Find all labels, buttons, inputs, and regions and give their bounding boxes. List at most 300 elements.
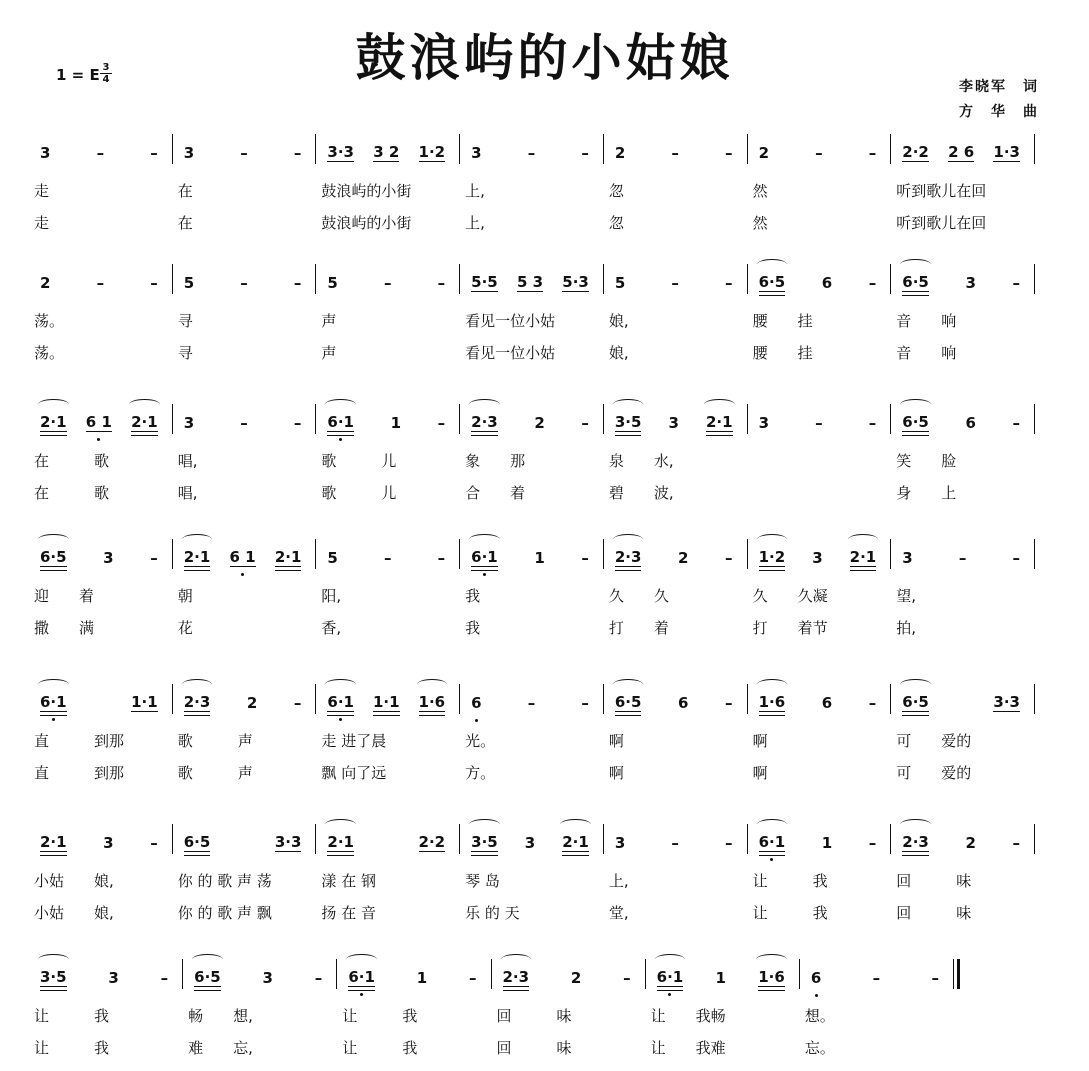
dash-extension: –: [868, 274, 877, 292]
measure: [503, 965, 631, 999]
measure: [194, 965, 322, 999]
lyric-syllables: 让 我: [342, 1007, 418, 1025]
measure: [615, 830, 733, 864]
measure: [40, 830, 158, 864]
lyric-syllables: 撒 满: [34, 619, 95, 637]
note: 2·1: [40, 833, 67, 851]
measure: [40, 140, 158, 174]
lyric-syllables: 听到歌儿在回: [896, 182, 987, 200]
measure: [40, 410, 158, 444]
dash-extension: –: [314, 969, 323, 987]
note: 5: [614, 274, 626, 292]
dash-extension: –: [671, 274, 679, 292]
time-signature: [100, 62, 112, 85]
lyric-syllables: 我: [465, 619, 481, 637]
measure: [759, 140, 877, 174]
note: 3: [40, 144, 51, 162]
note: 3: [108, 969, 119, 987]
note: 6 1: [230, 548, 256, 567]
barline: [603, 134, 604, 164]
note: 1: [715, 969, 726, 987]
barline: [491, 959, 492, 989]
dash-extension: –: [437, 274, 446, 292]
note: 2·2: [902, 143, 929, 161]
lyric-syllables: 想。: [804, 1007, 835, 1025]
dash-extension: –: [1012, 549, 1020, 567]
dash-extension: –: [868, 834, 877, 852]
measure: [471, 545, 589, 579]
lyric-syllables: 啊: [608, 732, 624, 750]
dash-extension: –: [437, 549, 446, 567]
barline: [747, 824, 748, 854]
dash-extension: –: [725, 274, 733, 292]
slur: [182, 679, 213, 690]
measure: [615, 545, 733, 579]
barline: [459, 684, 460, 714]
barline: [603, 264, 604, 294]
note: 6: [965, 414, 976, 432]
dash-extension: –: [872, 969, 881, 987]
slur: [129, 399, 160, 410]
measure: [902, 140, 1020, 174]
dash-extension: –: [240, 414, 248, 432]
lyric-syllables: 让 我畅: [650, 1007, 726, 1025]
note: 1·6: [758, 968, 785, 987]
slur: [900, 259, 931, 270]
note: 5·3: [562, 273, 589, 291]
dash-extension: –: [527, 144, 536, 162]
barline: [603, 824, 604, 854]
note: 6·5: [759, 273, 786, 292]
slur: [38, 679, 69, 690]
dash-extension: –: [725, 694, 733, 712]
lyric-syllables: 扬 在 音: [321, 904, 376, 922]
dash-extension: –: [1012, 274, 1020, 292]
note: 6: [811, 969, 821, 987]
low-octave-dot: [475, 719, 478, 722]
note: 2: [678, 549, 689, 567]
note: 3: [668, 414, 679, 432]
lyric-syllables: 让 我: [34, 1007, 110, 1025]
dash-extension: –: [96, 274, 105, 292]
lyric-syllables: 堂,: [608, 904, 629, 922]
note: 6·5: [615, 693, 642, 712]
note: 2: [570, 969, 582, 987]
slur: [757, 534, 788, 545]
barline: [603, 404, 604, 434]
dash-extension: –: [293, 414, 302, 432]
barline: [890, 264, 891, 294]
lyric-syllables: 忽: [608, 214, 624, 232]
note: 6·5: [902, 273, 929, 292]
barline: [172, 264, 173, 294]
measure: [759, 270, 877, 304]
barline: [747, 539, 748, 569]
notation-line: [34, 410, 1040, 444]
note: 2·3: [184, 693, 211, 712]
dash-extension: –: [581, 414, 589, 432]
measure: [327, 410, 445, 444]
slur: [325, 399, 356, 410]
measure: [327, 830, 445, 864]
music-system: [34, 140, 1040, 244]
note: 1: [390, 414, 402, 432]
note: 3: [262, 969, 273, 987]
dash-extension: –: [150, 549, 158, 567]
note: 6·5: [183, 833, 211, 851]
key-signature: 1 = E: [56, 66, 100, 84]
barline: [1034, 404, 1035, 434]
barline: [645, 959, 646, 989]
dash-extension: –: [240, 274, 248, 292]
lyric-syllables: 然: [752, 214, 768, 232]
lyric-syllables: 象 那: [465, 452, 526, 470]
lyric-syllables: 琴 岛: [465, 872, 500, 890]
low-octave-dot: [770, 858, 773, 861]
measure: [184, 545, 302, 579]
lyric-syllables: 啊: [608, 764, 624, 782]
note: 1·2: [418, 143, 446, 161]
lyric-syllables: 久 久: [608, 587, 669, 605]
lyric-syllables: 飘 向了远: [321, 764, 387, 782]
barline: [336, 959, 337, 989]
lyric-line-verse-1: [34, 730, 1040, 762]
lyric-syllables: 寻: [177, 344, 193, 362]
lyric-syllables: 看见一位小姑: [465, 312, 556, 330]
lyric-syllables: 声: [321, 312, 337, 330]
lyric-syllables: 歌 声: [177, 732, 253, 750]
measure: [615, 690, 733, 724]
lyric-syllables: 身 上: [896, 484, 957, 502]
lyric-syllables: 直 到那: [34, 764, 125, 782]
note: 2·3: [615, 548, 642, 567]
dash-extension: –: [150, 834, 158, 852]
lyric-syllables: 上,: [608, 872, 629, 890]
measure: [902, 545, 1020, 579]
barline: [315, 134, 316, 164]
measure: [902, 270, 1020, 304]
note: 6·1: [327, 693, 354, 712]
music-system: [34, 545, 1040, 649]
measure: [40, 270, 158, 304]
lyric-syllables: 在 歌: [34, 452, 110, 470]
barline: [1034, 539, 1035, 569]
measure: [471, 830, 589, 864]
slur: [38, 534, 69, 545]
note: 1: [534, 549, 545, 567]
measure: [471, 270, 589, 304]
slur: [325, 819, 356, 830]
lyric-syllables: 让 我: [752, 904, 828, 922]
dash-extension: –: [623, 969, 631, 987]
dash-extension: –: [868, 414, 877, 432]
lyricist-credit: 李晓军 词: [959, 79, 1039, 95]
measure: [902, 410, 1020, 444]
barline: [747, 684, 748, 714]
note: 3·3: [993, 693, 1020, 711]
dash-extension: –: [160, 969, 169, 987]
dash-extension: –: [293, 274, 302, 292]
measure: [348, 965, 476, 999]
lyric-line-verse-2: [34, 342, 1040, 374]
note: 3: [614, 834, 626, 852]
note: 5·5: [471, 273, 498, 291]
slur: [38, 954, 69, 965]
slur: [192, 954, 223, 965]
note: 3·3: [274, 833, 302, 851]
barline: [459, 134, 460, 164]
note: 2: [246, 694, 258, 712]
note: 6 1: [86, 413, 112, 432]
dash-extension: –: [1012, 414, 1020, 432]
lyric-line-verse-1: [34, 1005, 1040, 1037]
barline: [459, 539, 460, 569]
barline: [315, 264, 316, 294]
measure: [615, 410, 733, 444]
barline: [890, 824, 891, 854]
note: 3·5: [471, 833, 498, 852]
lyric-syllables: 我: [465, 587, 481, 605]
lyric-line-verse-2: [34, 617, 1040, 649]
measure: [759, 410, 877, 444]
measure: [471, 140, 589, 174]
note: 2·1: [40, 413, 67, 432]
note: 2·1: [327, 833, 354, 852]
low-octave-dot: [339, 718, 342, 721]
barline: [172, 824, 173, 854]
note: 6·5: [194, 968, 221, 987]
note: 3: [471, 144, 482, 162]
slur: [757, 259, 788, 270]
lyric-syllables: 迎 着: [34, 587, 95, 605]
note: 1·6: [759, 693, 786, 712]
notation-line: [34, 965, 1040, 999]
dash-extension: –: [671, 144, 679, 162]
note: 5: [327, 274, 338, 292]
lyric-syllables: 啊: [752, 764, 768, 782]
lyric-syllables: 歌 儿: [321, 452, 397, 470]
note: 3: [103, 549, 114, 567]
lyric-syllables: 久 久凝: [752, 587, 828, 605]
dash-extension: –: [958, 549, 967, 567]
slur: [182, 534, 213, 545]
lyric-syllables: 可 爱的: [896, 732, 972, 750]
note: 6·1: [759, 833, 786, 852]
note: 3: [183, 414, 195, 432]
low-octave-dot: [483, 573, 486, 576]
lyric-syllables: 回 味: [896, 904, 972, 922]
lyric-syllables: 打 着: [608, 619, 669, 637]
note: 2·3: [902, 833, 929, 852]
low-octave-dot: [339, 438, 342, 441]
time-signature-top: 3: [102, 62, 110, 73]
measure: [40, 965, 168, 999]
measure: [184, 270, 302, 304]
barline: [890, 134, 891, 164]
note: 6: [678, 694, 689, 712]
dash-extension: –: [240, 144, 248, 162]
note: 3: [103, 834, 114, 852]
measure: [759, 545, 877, 579]
measure: [471, 410, 589, 444]
notation-line: [34, 270, 1040, 304]
lyric-syllables: 荡。: [34, 312, 65, 330]
slur: [560, 819, 591, 830]
lyric-line-verse-1: [34, 870, 1040, 902]
note: 3: [183, 144, 195, 162]
note: 3 2: [373, 143, 400, 161]
lyric-syllables: 朝: [177, 587, 193, 605]
music-system: [34, 270, 1040, 374]
lyric-syllables: 畅 想,: [188, 1007, 253, 1025]
note: 5 3: [516, 273, 544, 291]
lyric-syllables: 漾 在 钢: [321, 872, 376, 890]
note: 2·1: [131, 413, 158, 432]
dash-extension: –: [150, 274, 158, 292]
slur: [655, 954, 686, 965]
slur: [900, 679, 931, 690]
lyric-line-verse-2: [34, 482, 1040, 514]
music-system: [34, 830, 1040, 934]
dash-extension: –: [725, 834, 733, 852]
note: 3: [902, 549, 913, 567]
note: 6·1: [327, 413, 354, 432]
slur: [704, 399, 735, 410]
slur: [757, 819, 788, 830]
lyric-syllables: 直 到那: [34, 732, 125, 750]
note: 2: [614, 144, 626, 162]
lyric-syllables: 歌 声: [177, 764, 253, 782]
note: 2: [40, 274, 51, 292]
measure: [184, 830, 302, 864]
lyric-syllables: 唱,: [177, 484, 198, 502]
barline: [603, 539, 604, 569]
barline: [182, 959, 183, 989]
lyric-syllables: 鼓浪屿的小街: [321, 214, 412, 232]
final-barline: [953, 959, 954, 989]
measure: [902, 830, 1020, 864]
music-system: [34, 965, 1040, 1069]
note: 2: [758, 144, 769, 162]
lyric-syllables: 娘,: [608, 312, 629, 330]
lyric-syllables: 笑 脸: [896, 452, 957, 470]
measure: [615, 140, 733, 174]
barline: [747, 404, 748, 434]
measure: [327, 545, 445, 579]
low-octave-dot: [52, 718, 55, 721]
note: 6·5: [40, 548, 67, 567]
lyric-syllables: 腰 挂: [752, 312, 813, 330]
music-system: [34, 410, 1040, 514]
lyric-line-verse-2: [34, 762, 1040, 794]
lyric-syllables: 回 味: [496, 1007, 572, 1025]
lyric-syllables: 唱,: [177, 452, 198, 470]
note: 6·1: [471, 548, 498, 567]
barline: [172, 134, 173, 164]
measure: [615, 270, 733, 304]
lyric-syllables: 走: [34, 182, 50, 200]
lyric-syllables: 拍,: [896, 619, 917, 637]
barline: [459, 404, 460, 434]
note: 1·2: [759, 548, 786, 567]
lyric-line-verse-1: [34, 310, 1040, 342]
note: 6·1: [657, 968, 684, 987]
note: 3·5: [40, 968, 67, 987]
note: 6·5: [902, 413, 929, 432]
lyric-syllables: 听到歌儿在回: [896, 214, 987, 232]
barline: [799, 959, 800, 989]
dash-extension: –: [931, 969, 939, 987]
measure: [902, 690, 1020, 724]
dash-extension: –: [150, 144, 158, 162]
lyric-syllables: 荡。: [34, 344, 65, 362]
lyric-syllables: 方。: [465, 764, 496, 782]
note: 1·6: [419, 693, 446, 712]
barline: [603, 684, 604, 714]
lyric-syllables: 走 进了晨: [321, 732, 387, 750]
slur: [469, 534, 500, 545]
note: 3·3: [327, 143, 354, 161]
low-octave-dot: [815, 994, 818, 997]
music-system: [34, 690, 1040, 794]
barline: [315, 539, 316, 569]
measure: [811, 965, 939, 999]
note: 6·5: [902, 693, 929, 712]
note: 1: [416, 969, 428, 987]
slur: [469, 399, 500, 410]
barline: [315, 824, 316, 854]
dash-extension: –: [581, 694, 589, 712]
note: 3: [812, 549, 823, 567]
note: 6: [821, 274, 833, 292]
barline: [1034, 824, 1035, 854]
barline: [315, 404, 316, 434]
lyric-syllables: 上,: [465, 214, 485, 232]
measure: [759, 830, 877, 864]
notation-line: [34, 140, 1040, 174]
dash-extension: –: [383, 549, 392, 567]
lyric-syllables: 在: [177, 182, 193, 200]
lyric-syllables: 啊: [752, 732, 768, 750]
dash-extension: –: [293, 694, 302, 712]
note: 1: [821, 834, 833, 852]
dash-extension: –: [868, 694, 877, 712]
lyric-syllables: 阳,: [321, 587, 342, 605]
note: 2·1: [562, 833, 589, 852]
measure: [327, 270, 445, 304]
slur: [848, 534, 879, 545]
barline: [890, 404, 891, 434]
lyric-syllables: 声: [321, 344, 337, 362]
time-signature-bottom: 4: [100, 73, 112, 85]
note: 5: [183, 274, 195, 292]
barline: [172, 404, 173, 434]
lyric-syllables: 看见一位小姑: [465, 344, 556, 362]
barline: [890, 539, 891, 569]
slur: [346, 954, 377, 965]
song-title: 鼓浪屿的小姑娘: [355, 28, 734, 87]
note: 6: [471, 694, 481, 712]
lyric-syllables: 可 爱的: [896, 764, 972, 782]
measure: [327, 690, 445, 724]
note: 2: [534, 414, 545, 432]
note: 3·5: [615, 413, 642, 432]
lyric-syllables: 小姑 娘,: [34, 904, 114, 922]
barline: [172, 539, 173, 569]
lyric-syllables: 然: [752, 182, 768, 200]
measure: [327, 140, 445, 174]
dash-extension: –: [868, 144, 877, 162]
